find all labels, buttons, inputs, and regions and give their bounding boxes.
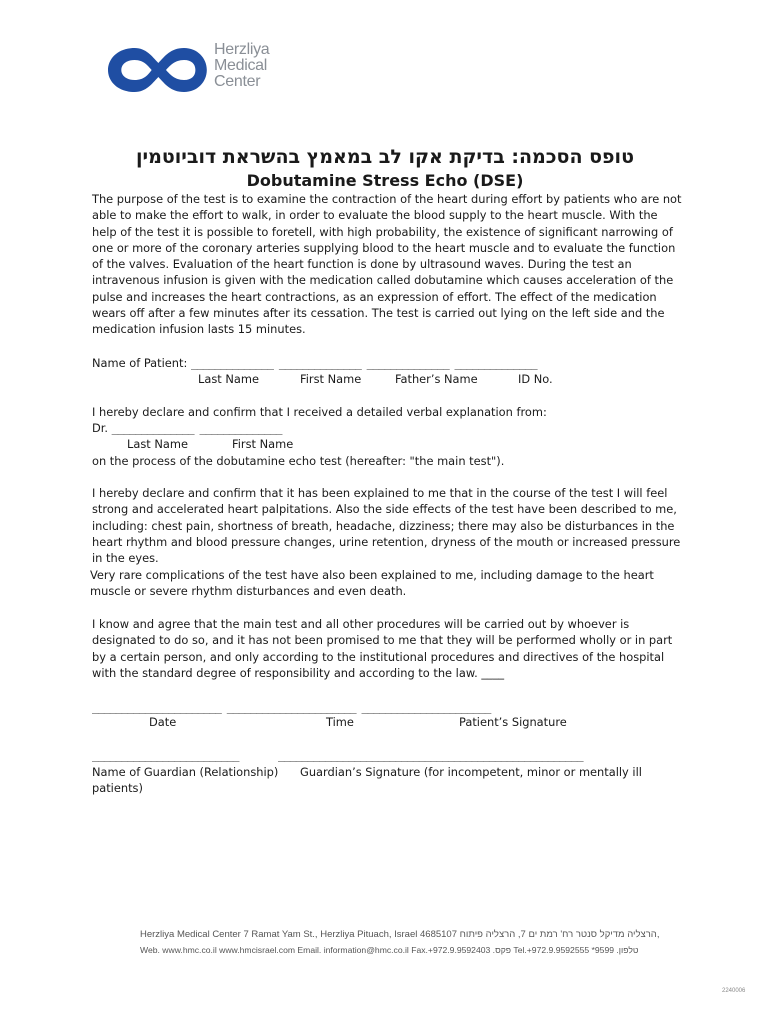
doctor-row bbox=[92, 420, 282, 436]
date-caption: Date bbox=[149, 715, 177, 729]
patient-name-field[interactable]: ______________ ______________ ______________ ______________ bbox=[190, 356, 537, 370]
patient-name-label: Name of Patient: bbox=[92, 356, 188, 370]
patient-name-row bbox=[92, 355, 537, 371]
footer-contact: Web. www.hmc.co.il www.hmcisrael.com Email. information@hmc.co.il Fax.+972.9.9592403 .פקס Tel.+972.9.9592555 *9599 .טלפון bbox=[140, 945, 639, 955]
patient-id-caption: ID No. bbox=[518, 372, 553, 386]
declaration-1-line-3: on the process of the dobutamine echo test (hereafter: "the main test"). bbox=[92, 454, 505, 468]
document-number: 2240006 bbox=[722, 988, 746, 994]
guardian-name-field[interactable]: _________________________ bbox=[92, 748, 239, 762]
doctor-name-field[interactable]: ______________ ______________ bbox=[111, 421, 282, 435]
patient-last-name-caption: Last Name bbox=[198, 372, 259, 386]
patient-first-name-caption: First Name bbox=[300, 372, 362, 386]
guardian-signature-caption: Guardian’s Signature (for incompetent, minor or mentally ill bbox=[300, 765, 642, 779]
guardian-signature-caption-cont: patients) bbox=[92, 781, 143, 795]
logo-line-1: Herzliya bbox=[214, 41, 270, 58]
time-caption: Time bbox=[326, 715, 354, 729]
logo-line-3: Center bbox=[214, 73, 261, 90]
guardian-name-caption: Name of Guardian (Relationship) bbox=[92, 765, 279, 779]
intro-paragraph: The purpose of the test is to examine the contraction of the heart during effort by patients who are not able to make the effort to walk, in order to evaluate the blood supply to the heart muscle. With the help of the test it is possible to foretell, with high probability, the existence of significant narrowing of one or more of the coronary arteries supplying blood to the heart muscle and to evaluate the function of the valves. Evaluation of the heart function is done by ultrasound waves. During the test an intravenous infusion is given with the medication called dobutamine which causes acceleration of the pulse and increases the heart contractions, as an expression of effort. The effect of the medication wears off after a few minutes after its cessation. The test is carried out lying on the left side and the medication infusion lasts 15 minutes. bbox=[92, 192, 682, 337]
patient-signature-caption: Patient’s Signature bbox=[459, 715, 567, 729]
logo-line-2: Medical bbox=[214, 57, 268, 74]
guardian-signature-field[interactable]: ____________________________________________________ bbox=[278, 748, 583, 762]
title-english: Dobutamine Stress Echo (DSE) bbox=[246, 171, 524, 190]
patient-fathers-name-caption: Father’s Name bbox=[395, 372, 478, 386]
declaration-3-paragraph: Very rare complications of the test have also been explained to me, including damage to the heart muscle or severe rhythm disturbances and even death. bbox=[90, 568, 654, 599]
declaration-1-line-1: I hereby declare and confirm that I received a detailed verbal explanation from: bbox=[92, 405, 547, 419]
doctor-first-name-caption: First Name bbox=[232, 437, 294, 451]
logo-text bbox=[214, 42, 269, 90]
date-time-signature-fields[interactable]: ______________________ ______________________ ______________________ bbox=[92, 700, 491, 714]
title-hebrew: טופס הסכמה: בדיקת אקו לב במאמץ בהשראת דוביוטמין bbox=[136, 146, 634, 168]
hmc-logo-icon bbox=[108, 40, 208, 100]
footer-address: Herzliya Medical Center 7 Ramat Yam St., Herzliya Pituach, Israel 4685107 הרצליה מדיקל סנטר רח' רמת ים 7, הרצליה פיתוח, bbox=[140, 929, 660, 940]
doctor-last-name-caption: Last Name bbox=[127, 437, 188, 451]
declaration-4-paragraph: I know and agree that the main test and all other procedures will be carried out by whoever is designated to do so, and it has not been promised to me that they will be performed wholly or in part by a certain person, and only according to the institutional procedures and directives of the hospital with the standard degree of responsibility and according to the law. ____ bbox=[92, 617, 673, 680]
declaration-2-paragraph: I hereby declare and confirm that it has been explained to me that in the course of the test I will feel strong and accelerated heart palpitations. Also the side effects of the test have been described to me, including: chest pain, shortness of breath, headache, dizziness; there may also be disturbances in the heart rhythm and blood pressure changes, urine retention, dryness of the mouth or increased pressure in the eyes. bbox=[92, 486, 681, 566]
doctor-label: Dr. bbox=[92, 421, 109, 435]
